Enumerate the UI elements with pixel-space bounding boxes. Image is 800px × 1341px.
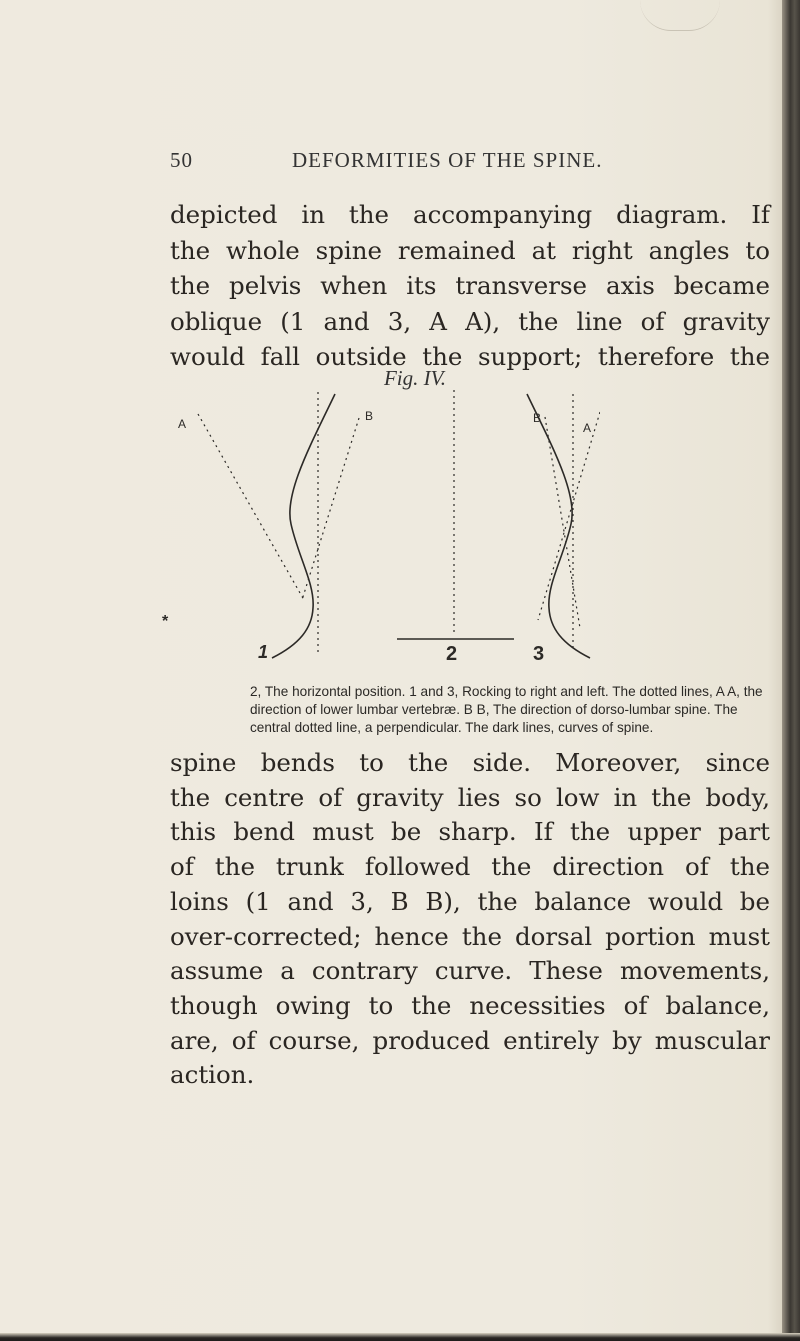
body-paragraph-top-line: the pelvis when its transverse axis became (170, 271, 770, 300)
body-paragraph-top-line: the whole spine remained at right angles to (170, 235, 770, 265)
label-number-2: 2 (446, 643, 458, 665)
figure-caption: 2, The horizontal position. 1 and 3, Rocking to right and left. The dotted lines, A A, the direction of lower lumbar vertebræ. B B, The direction of dorso-lumbar spine. The central dotted line, a perpendicular. The dark lines, curves of spine. (250, 684, 763, 735)
label-a-right: A (583, 421, 592, 435)
body-paragraph-bottom-line: of the trunk followed the direction of the (170, 852, 770, 882)
label-number-3: 3 (533, 643, 545, 665)
label-number-1: 1 (258, 642, 269, 662)
body-paragraph-bottom-line: spine bends to the side. Moreover, since (170, 748, 770, 777)
body-paragraph-bottom-line: the centre of gravity lies so low in the body, (170, 782, 770, 812)
body-paragraph-bottom-line: assume a contrary curve. These movements, (170, 956, 770, 986)
label-b-left: B (365, 409, 374, 423)
body-paragraph-bottom-line: though owing to the necessities of balance, (170, 990, 770, 1020)
label-b-right: B (533, 411, 542, 425)
body-paragraph-top-line: oblique (1 and 3, A A), the line of gravity (170, 306, 770, 336)
dotted-line-aa-right (538, 412, 600, 620)
spine-curve-3 (527, 394, 590, 658)
body-paragraph-bottom-line: this bend must be sharp. If the upper part (170, 817, 770, 847)
body-paragraph-bottom-line: loins (1 and 3, B B), the balance would be (170, 886, 770, 916)
body-paragraph-top (170, 197, 770, 375)
book-bottom-edge (0, 1333, 800, 1341)
dotted-line-bb-right (545, 417, 580, 628)
spine-diagram (160, 390, 600, 680)
label-a-left: A (178, 417, 187, 431)
body-paragraph-top-line: depicted in the accompanying diagram. If (170, 200, 770, 229)
figure-label: Fig. IV. (383, 366, 447, 390)
body-paragraph-bottom-line: over-corrected; hence the dorsal portion must (170, 921, 770, 951)
dotted-line-aa-left (198, 414, 304, 600)
book-spine-edge (782, 0, 800, 1341)
body-paragraph-bottom-line: are, of course, produced entirely by muscular (170, 1025, 770, 1055)
body-paragraph-bottom-line: action. (170, 1060, 255, 1090)
label-mark: * (162, 613, 169, 630)
body-paragraph-top-line: would fall outside the support; therefore the (170, 342, 770, 371)
running-title: DEFORMITIES OF THE SPINE. (292, 148, 603, 172)
spine-curve-1 (272, 394, 335, 658)
page-number: 50 (170, 148, 193, 172)
body-paragraph-bottom (170, 746, 770, 1093)
